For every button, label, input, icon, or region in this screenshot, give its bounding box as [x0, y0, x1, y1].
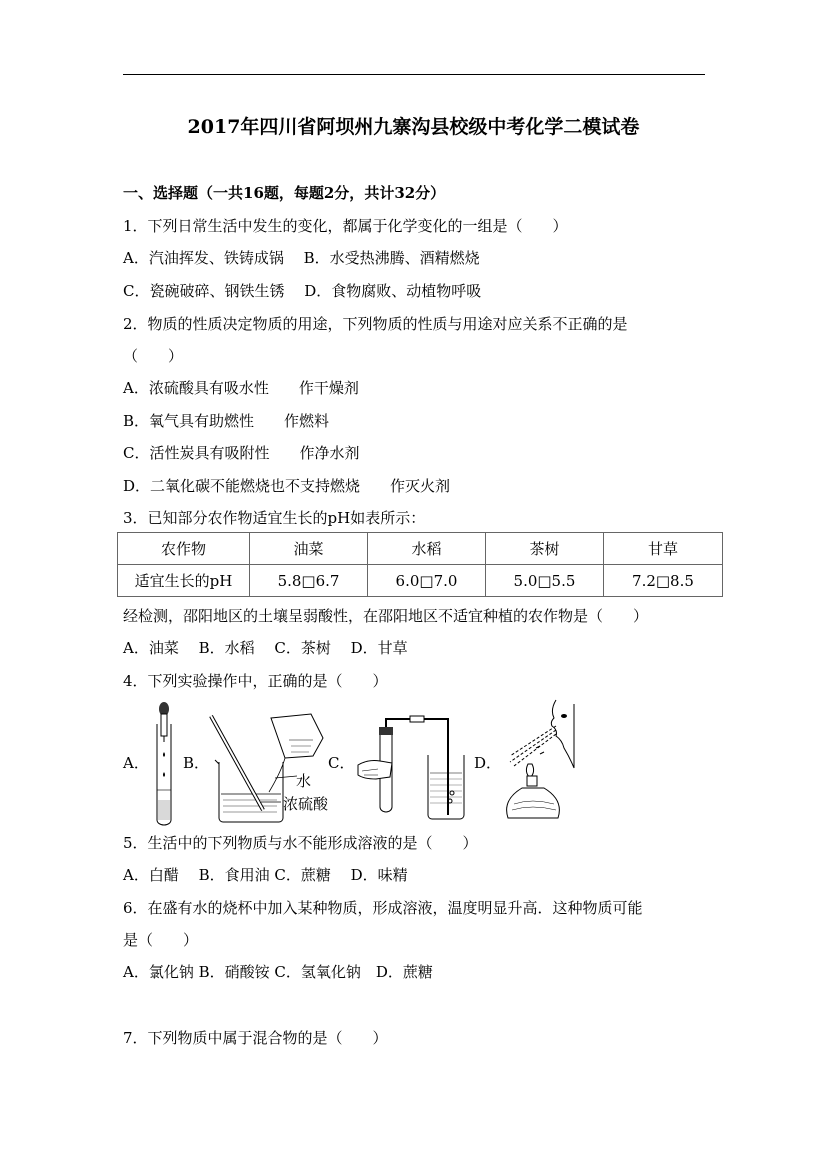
q6-stem-cont: 是（ ） — [123, 931, 199, 949]
table-cell: 油菜 — [250, 533, 368, 565]
q1-options-row2: C．瓷碗破碎、钢铁生锈 D．食物腐败、动植物呼吸 — [123, 282, 482, 300]
q3-options: A．油菜 B．水稻 C．茶树 D．甘草 — [123, 639, 408, 657]
table-cell: 5.8□6.7 — [250, 565, 368, 597]
table-header-row — [118, 533, 723, 565]
table-cell: 农作物 — [118, 533, 250, 565]
table-cell: 甘草 — [603, 533, 722, 565]
q2-option-b: B．氧气具有助燃性 作燃料 — [123, 412, 330, 430]
section-heading: 一、选择题（一共16题，每题2分，共计32分） — [123, 184, 446, 202]
q4-stem: 4．下列实验操作中，正确的是（ ） — [123, 672, 388, 690]
table-cell: 适宜生长的pH — [118, 565, 250, 597]
top-rule — [123, 74, 705, 75]
table-cell: 5.0□5.5 — [485, 565, 603, 597]
q6-options: A．氯化钠 B．硝酸铵 C．氢氧化钠 D．蔗糖 — [123, 963, 433, 981]
q3-stem: 3．已知部分农作物适宜生长的pH如表所示： — [123, 509, 426, 527]
ph-table — [117, 532, 723, 597]
q3-followup: 经检测，邵阳地区的土壤呈弱酸性，在邵阳地区不适宜种植的农作物是（ ） — [123, 607, 649, 625]
table-cell: 6.0□7.0 — [368, 565, 486, 597]
q5-options: A．白醋 B．食用油 C．蔗糖 D．味精 — [123, 866, 408, 884]
q4-label-b: B． — [183, 754, 210, 772]
exam-title: 2017年四川省阿坝州九寨沟县校级中考化学二模试卷 — [187, 116, 640, 138]
q2-option-a: A．浓硫酸具有吸水性 作干燥剂 — [123, 379, 359, 397]
q2-option-c: C．活性炭具有吸附性 作净水剂 — [123, 444, 360, 462]
q7-stem: 7．下列物质中属于混合物的是（ ） — [123, 1029, 388, 1047]
figure-label-water: 水 — [296, 772, 312, 790]
smelling-gas-figure — [500, 696, 588, 830]
q4-label-a: A． — [123, 754, 149, 772]
table-cell: 茶树 — [485, 533, 603, 565]
q2-stem: 2．物质的性质决定物质的用途，下列物质的性质与用途对应关系不正确的是 — [123, 315, 628, 333]
q4-label-c: C． — [328, 754, 355, 772]
table-row — [118, 565, 723, 597]
q1-stem: 1．下列日常生活中发生的变化，都属于化学变化的一组是（ ） — [123, 217, 568, 235]
airtight-check-figure — [352, 715, 470, 831]
q6-stem: 6．在盛有水的烧杯中加入某种物质，形成溶液，温度明显升高．这种物质可能 — [123, 899, 643, 917]
dropper-figure — [148, 700, 180, 826]
q1-options-row1: A．汽油挥发、铁铸成锅 B．水受热沸腾、酒精燃烧 — [123, 249, 480, 267]
q2-stem-paren: （ ） — [123, 347, 184, 365]
figure-label-conc-sulfuric-acid: 浓硫酸 — [283, 795, 329, 813]
table-cell: 水稻 — [368, 533, 486, 565]
q5-stem: 5．生活中的下列物质与水不能形成溶液的是（ ） — [123, 834, 478, 852]
table-cell: 7.2□8.5 — [603, 565, 722, 597]
q4-label-d: D． — [474, 754, 502, 772]
q2-option-d: D．二氧化碳不能燃烧也不支持燃烧 作灭火剂 — [123, 477, 451, 495]
